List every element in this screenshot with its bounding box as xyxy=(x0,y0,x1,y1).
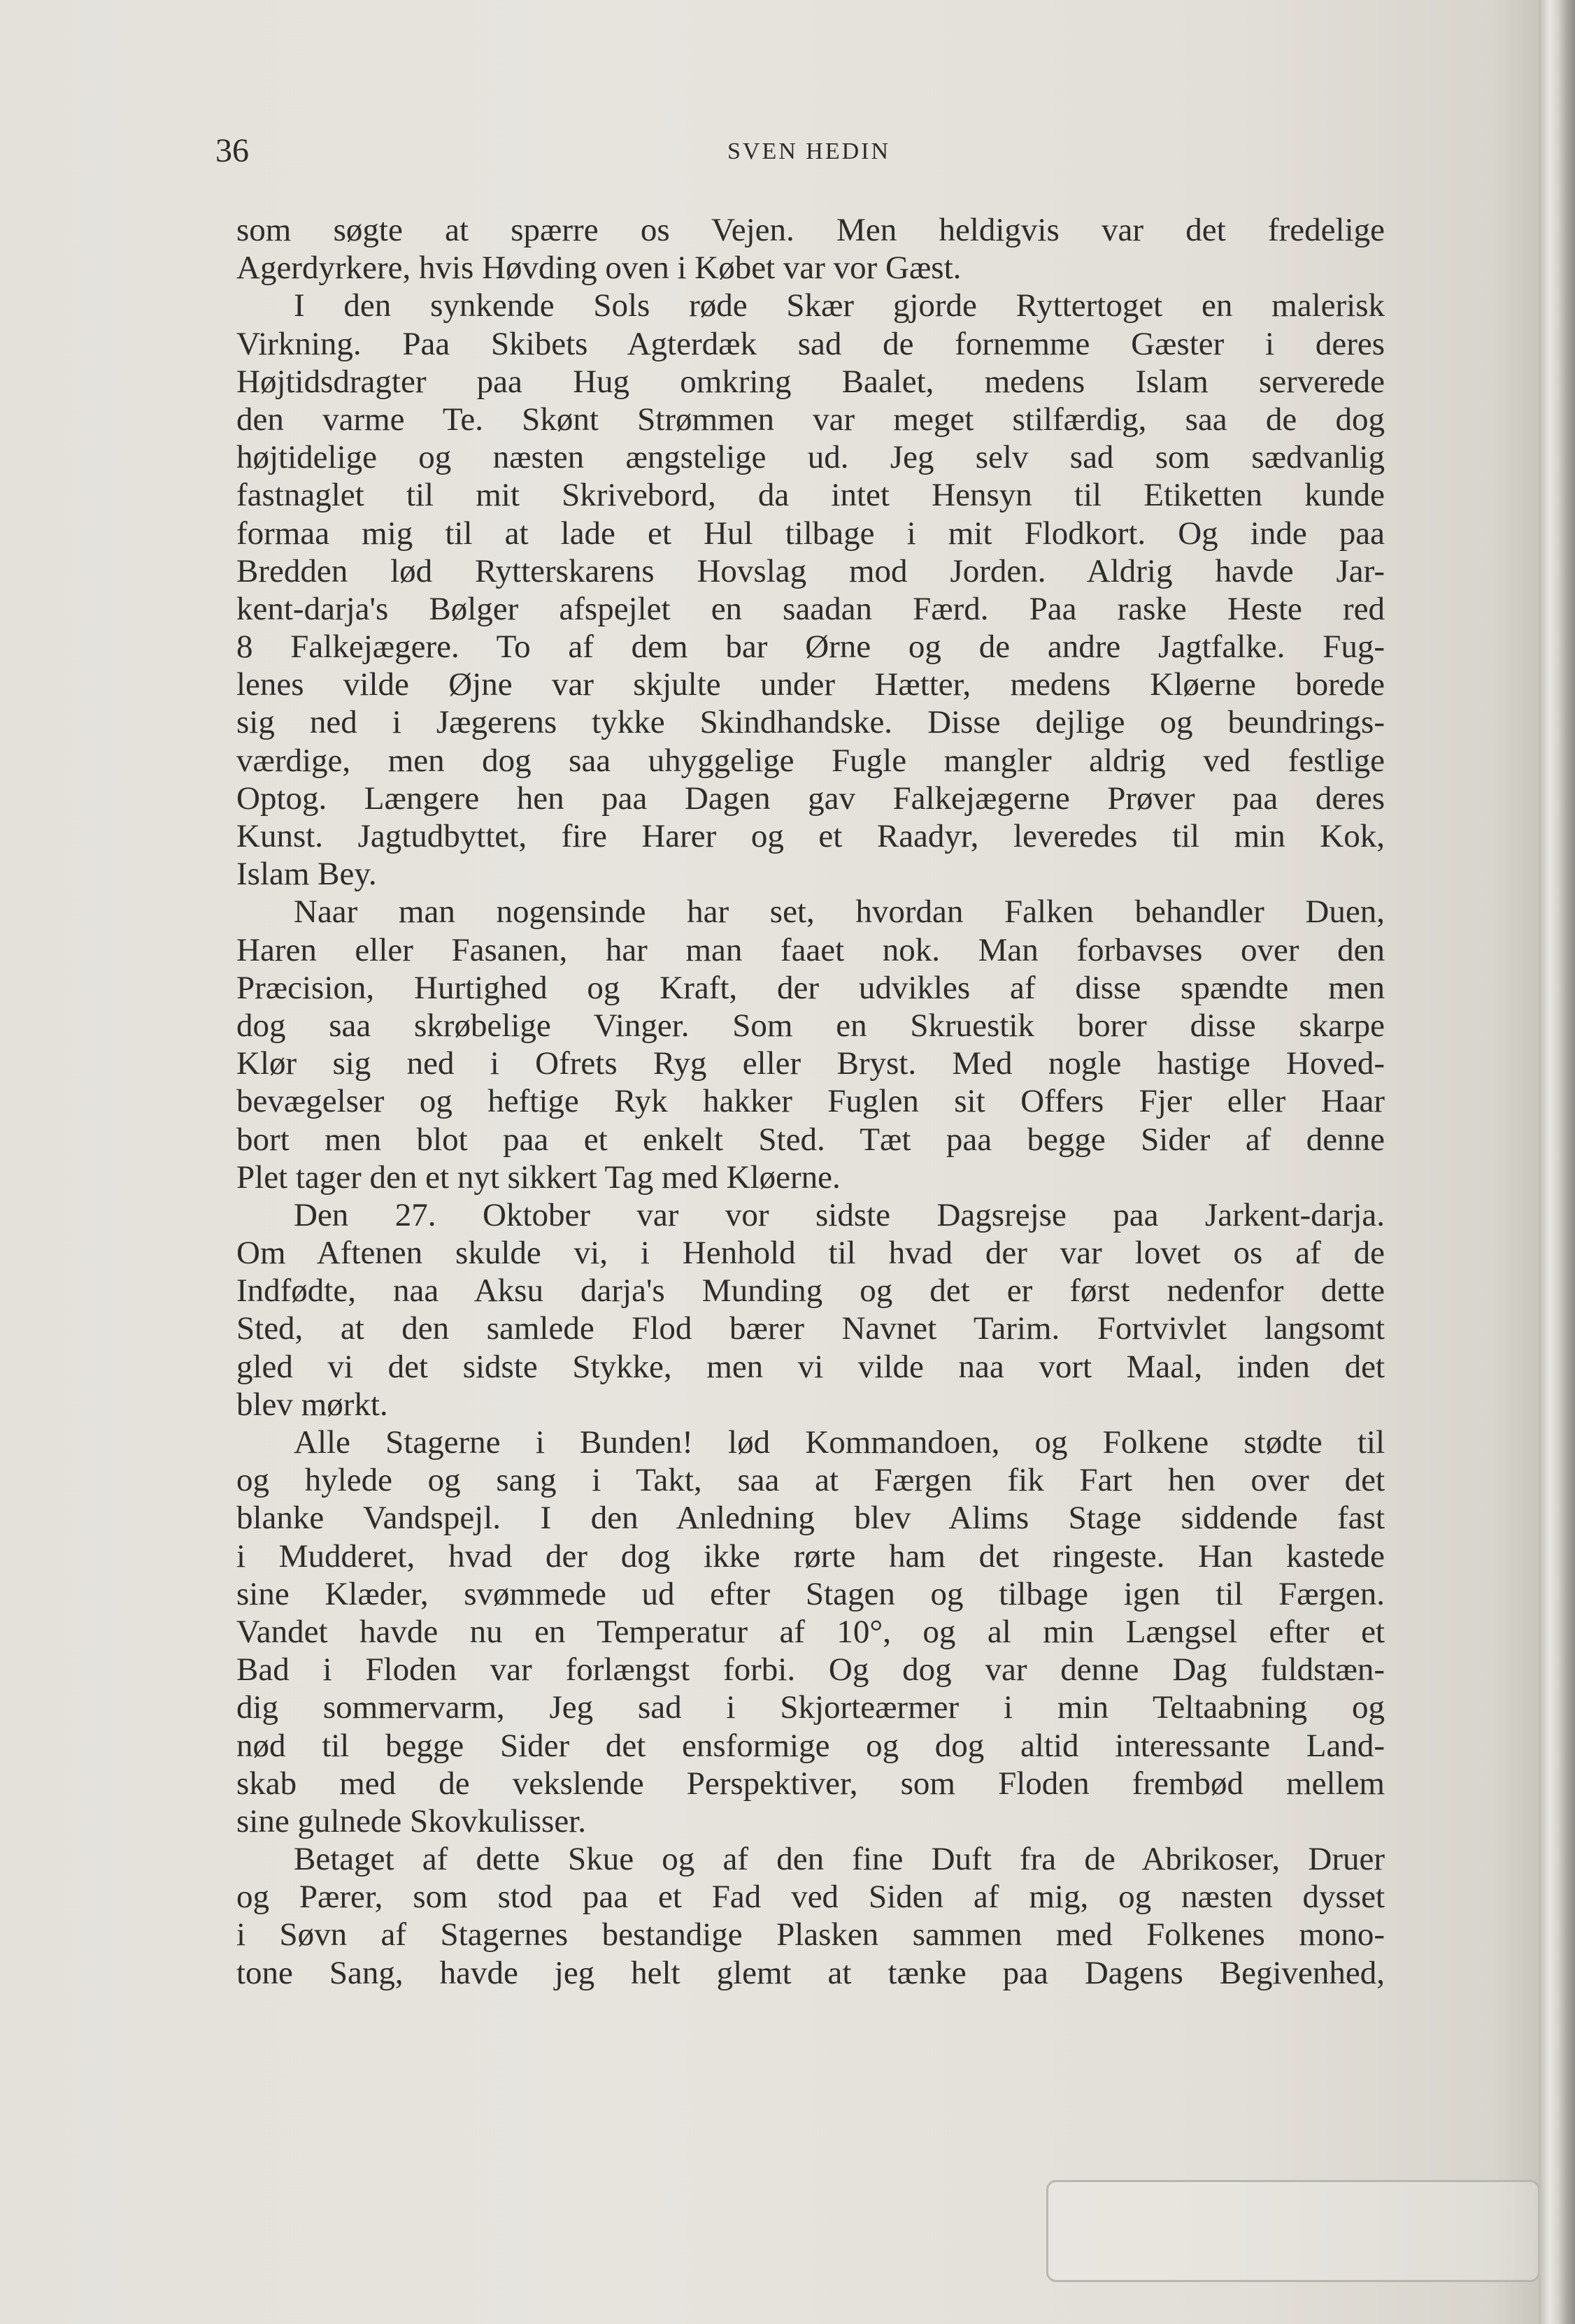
text-line: I den synkende Sols røde Skær gjorde Ryttertoget en malerisk xyxy=(294,287,1385,324)
text-line: sine Klæder, svømmede ud efter Stagen og tilbage igen til Færgen. xyxy=(236,1575,1385,1612)
text-line: Klør sig ned i Ofrets Ryg eller Bryst. Med nogle hastige Hoved- xyxy=(236,1045,1385,1082)
text-line: Agerdyrkere, hvis Høvding oven i Købet var vor Gæst. xyxy=(236,250,962,287)
text-line: Om Aftenen skulde vi, i Henhold til hvad der var lovet os af de xyxy=(236,1235,1385,1272)
text-line: bort men blot paa et enkelt Sted. Tæt paa begge Sider af denne xyxy=(236,1121,1385,1158)
text-line: lenes vilde Øjne var skjulte under Hætter, medens Kløerne borede xyxy=(236,666,1385,703)
text-line: Islam Bey. xyxy=(236,856,377,893)
text-line: Alle Stagerne i Bunden! lød Kommandoen, og Folkene stødte til xyxy=(294,1424,1385,1461)
text-line: Vandet havde nu en Temperatur af 10°, og al min Længsel efter et xyxy=(236,1613,1385,1650)
text-line: Plet tager den et nyt sikkert Tag med Kløerne. xyxy=(236,1159,841,1196)
text-line: Betaget af dette Skue og af den fine Duft fra de Abrikoser, Druer xyxy=(294,1841,1385,1878)
text-line: Kunst. Jagtudbyttet, fire Harer og et Raadyr, leveredes til min Kok, xyxy=(236,818,1385,854)
text-line: sig ned i Jægerens tykke Skindhandske. Disse dejlige og beundrings- xyxy=(236,704,1385,741)
text-line: Naar man nogensinde har set, hvordan Falken behandler Duen, xyxy=(294,894,1385,931)
text-line: Bredden lød Rytterskarens Hovslag mod Jorden. Aldrig havde Jar- xyxy=(236,552,1385,589)
text-line: gled vi det sidste Stykke, men vi vilde naa vort Maal, inden det xyxy=(236,1348,1385,1385)
text-line: sine gulnede Skovkulisser. xyxy=(236,1802,586,1839)
text-line: og Pærer, som stod paa et Fad ved Siden af mig, og næsten dysset xyxy=(236,1879,1385,1916)
text-line: dig sommervarm, Jeg sad i Skjorteærmer i min Teltaabning og xyxy=(236,1689,1385,1726)
text-line: Præcision, Hurtighed og Kraft, der udvikles af disse spændte men xyxy=(236,969,1385,1006)
text-line: som søgte at spærre os Vejen. Men heldigvis var det fredelige xyxy=(236,212,1385,248)
text-line: dog saa skrøbelige Vinger. Som en Skruestik borer disse skarpe xyxy=(236,1007,1385,1044)
text-line: Indfødte, naa Aksu darja's Munding og det er først nedenfor dette xyxy=(236,1272,1385,1310)
text-line: Optog. Længere hen paa Dagen gav Falkejægerne Prøver paa deres xyxy=(236,780,1385,817)
text-line: Højtidsdragter paa Hug omkring Baalet, medens Islam serverede xyxy=(236,363,1385,400)
text-line: blev mørkt. xyxy=(236,1386,388,1423)
page-number: 36 xyxy=(215,132,249,169)
body-text xyxy=(236,211,1385,1992)
text-line: blanke Vandspejl. I den Anledning blev Alims Stage siddende fast xyxy=(236,1500,1385,1537)
text-line: i Søvn af Stagernes bestandige Plasken sammen med Folkenes mono- xyxy=(236,1916,1385,1953)
text-line: bevægelser og heftige Ryk hakker Fuglen sit Offers Fjer eller Haar xyxy=(236,1083,1385,1120)
text-line: Virkning. Paa Skibets Agterdæk sad de fornemme Gæster i deres xyxy=(236,325,1385,362)
text-line: kent-darja's Bølger afspejlet en saadan Færd. Paa raske Heste red xyxy=(236,590,1385,627)
text-line: skab med de vekslende Perspektiver, som Floden frembød mellem xyxy=(236,1765,1385,1802)
text-line: den varme Te. Skønt Strømmen var meget stilfærdig, saa de dog xyxy=(236,401,1385,438)
text-line: fastnaglet til mit Skrivebord, da intet Hensyn til Etiketten kunde xyxy=(236,477,1385,514)
text-line: Den 27. Oktober var vor sidste Dagsrejse paa Jarkent-darja. xyxy=(294,1196,1385,1233)
text-line: Bad i Floden var forlængst forbi. Og dog var denne Dag fuldstæn- xyxy=(236,1651,1385,1688)
library-stamp-box xyxy=(1046,2180,1540,2282)
text-line: og hylede og sang i Takt, saa at Færgen fik Fart hen over det xyxy=(236,1462,1385,1499)
text-line: værdige, men dog saa uhyggelige Fugle mangler aldrig ved festlige xyxy=(236,742,1385,779)
text-line: Haren eller Fasanen, har man faaet nok. Man forbavses over den xyxy=(236,931,1385,968)
text-line: formaa mig til at lade et Hul tilbage i mit Flodkort. Og inde paa xyxy=(236,515,1385,552)
text-line: 8 Falkejægere. To af dem bar Ørne og de andre Jagtfalke. Fug- xyxy=(236,629,1385,666)
running-head: SVEN HEDIN xyxy=(727,138,891,164)
text-line: tone Sang, havde jeg helt glemt at tænke paa Dagens Begivenhed, xyxy=(236,1954,1385,1991)
text-line: Sted, at den samlede Flod bærer Navnet Tarim. Fortvivlet langsomt xyxy=(236,1310,1385,1347)
page-edge xyxy=(1539,0,1575,2324)
text-line: nød til begge Sider det ensformige og dog altid interessante Land- xyxy=(236,1727,1385,1764)
text-line: i Mudderet, hvad der dog ikke rørte ham det ringeste. Han kastede xyxy=(236,1537,1385,1575)
text-line: højtidelige og næsten ængstelige ud. Jeg selv sad som sædvanlig xyxy=(236,439,1385,476)
